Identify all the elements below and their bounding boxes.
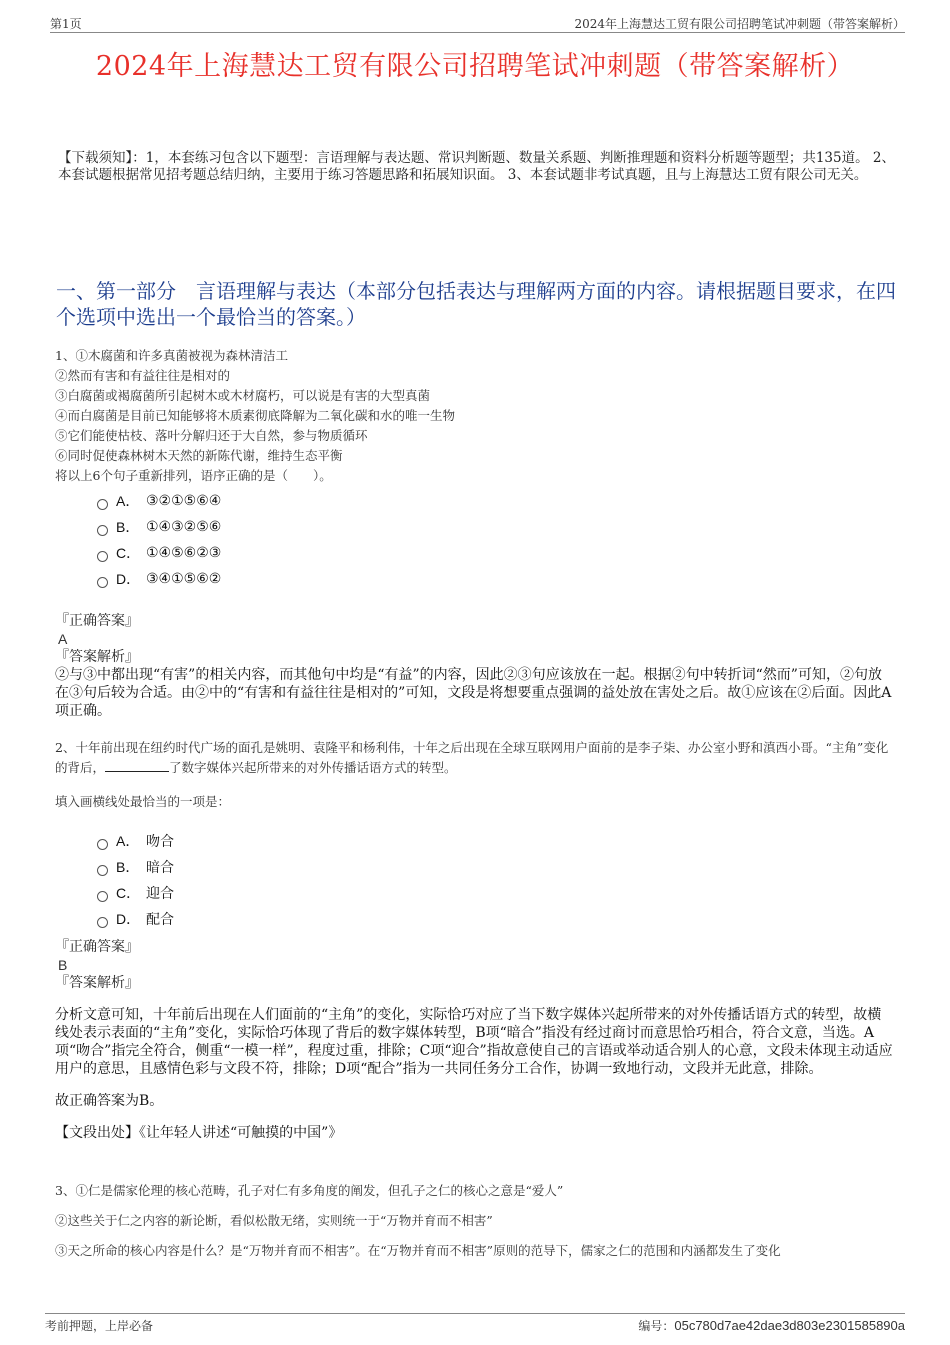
q2-prompt: 填入画横线处最恰当的一项是： xyxy=(55,794,231,809)
q1-answer: A xyxy=(58,631,68,647)
q1-line: ②然而有害和有益往往是相对的 xyxy=(55,368,231,383)
radio-icon[interactable] xyxy=(97,525,108,536)
radio-icon[interactable] xyxy=(97,891,108,902)
q2-option-c[interactable]: C． 迎合 xyxy=(97,880,895,906)
radio-icon[interactable] xyxy=(97,917,108,928)
q1-line: ⑤它们能使枯枝、落叶分解归还于大自然，参与物质循环 xyxy=(55,428,368,443)
q1-option-c[interactable]: C． ①④⑤⑥②③ xyxy=(97,540,895,566)
q2-option-b[interactable]: B． 暗合 xyxy=(97,854,895,880)
q2-analysis: 分析文意可知，十年前后出现在人们面前的“主角”的变化，实际恰巧对应了当下数字媒体兴起所带来的对外传播话语方式的转型，故横线处表示表面的“主角”变化，实际恰巧体现了背后的数字媒体转型，B项“暗合”指没有经过商讨而意思恰巧相合，符合文意，当选。A项“吻合”指完全符合，侧重“一模一样”，程度过重，排除；C项“迎合”指故意使自己的言语或举动适合别人的心意，文段未体现主动适应用户的意思，且感情色彩与文段不符，排除；D项“配合”指为一共同任务分工合作，协调一致地行动，文段并无此意，排除。 xyxy=(55,1007,893,1077)
q1-option-d[interactable]: D． ③④①⑤⑥② xyxy=(97,566,895,592)
q1-line: ④而白腐菌是目前已知能够将木质素彻底降解为二氧化碳和水的唯一生物 xyxy=(55,408,456,423)
q1-line: ⑥同时促使森林树木天然的新陈代谢，维持生态平衡 xyxy=(55,448,343,463)
radio-icon[interactable] xyxy=(97,551,108,562)
q1-prompt: 将以上6个句子重新排列，语序正确的是（ ）。 xyxy=(55,468,332,483)
question-2 xyxy=(55,738,895,1142)
fill-blank xyxy=(105,759,169,772)
download-notice: 【下载须知】：1，本套练习包含以下题型：言语理解与表达题、常识判断题、数量关系题、判断推理题和资料分析题等题型；共135道。 2、本套试题根据常见招考题总结归纳，主要用于练习答题思路和拓展知识面。 3、本套试题非考试真题，且与上海慧达工贸有限公司无关。 xyxy=(58,150,895,183)
document-code: 05c780d7ae42dae3d803e2301585890a xyxy=(674,1318,905,1333)
footer-code-wrap: 编号：05c780d7ae42dae3d803e2301585890a xyxy=(638,1318,905,1333)
q2-answer-label: 『正确答案』 xyxy=(55,939,139,955)
q2-option-a[interactable]: A． 吻合 xyxy=(97,828,895,854)
radio-icon[interactable] xyxy=(97,577,108,588)
q1-answer-label: 『正确答案』 xyxy=(55,613,139,629)
q1-option-a[interactable]: A． ③②①⑤⑥④ xyxy=(97,488,895,514)
q1-analysis: ②与③中都出现“有害”的相关内容，而其他句中均是“有益”的内容，因此②③句应该放在一起。根据②句中转折词“然而”可知，②句放在③句后较为合适。由②中的“有害和有益往往是相对的”可知，文段是将想要重点强调的益处放在害处之后。故①应该在②后面。因此A项正确。 xyxy=(55,667,892,719)
q3-line: 3、①仁是儒家伦理的核心范畴，孔子对仁有多角度的阐发，但孔子之仁的核心之意是“爱人” xyxy=(55,1183,564,1198)
page-header xyxy=(50,14,905,33)
page-title: 2024年上海慧达工贸有限公司招聘笔试冲刺题（带答案解析） xyxy=(95,51,855,82)
q1-line: 1、①木腐菌和许多真菌被视为森林清洁工 xyxy=(55,348,288,363)
header-doc-title: 2024年上海慧达工贸有限公司招聘笔试冲刺题（带答案解析） xyxy=(574,16,905,31)
q1-analysis-label: 『答案解析』 xyxy=(55,649,139,665)
q2-source: 【文段出处】《让年轻人讲述“可触摸的中国”》 xyxy=(55,1125,343,1141)
question-1 xyxy=(55,346,895,720)
page-number: 第1页 xyxy=(50,16,82,31)
page-footer xyxy=(45,1313,905,1334)
q3-line: ②这些关于仁之内容的新论断，看似松散无绪，实则统一于“万物并育而不相害” xyxy=(55,1213,493,1228)
q1-options xyxy=(97,488,895,592)
q2-conclusion: 故正确答案为B。 xyxy=(55,1093,164,1109)
q2-options xyxy=(97,828,895,932)
radio-icon[interactable] xyxy=(97,865,108,876)
radio-icon[interactable] xyxy=(97,839,108,850)
q1-option-b[interactable]: B． ①④③②⑤⑥ xyxy=(97,514,895,540)
question-3 xyxy=(55,1181,895,1261)
q2-option-d[interactable]: D． 配合 xyxy=(97,906,895,932)
q2-analysis-label: 『答案解析』 xyxy=(55,975,139,991)
q3-line: ③天之所命的核心内容是什么？是“万物并育而不相害”。在“万物并育而不相害”原则的范导下，儒家之仁的范围和内涵都发生了变化 xyxy=(55,1243,781,1258)
radio-icon[interactable] xyxy=(97,499,108,510)
section-title: 一、第一部分 言语理解与表达（本部分包括表达与理解两方面的内容。请根据题目要求，在四个选项中选出一个最恰当的答案。） xyxy=(56,279,896,329)
q2-stem: 2、十年前出现在纽约时代广场的面孔是姚明、袁隆平和杨利伟，十年之后出现在全球互联网用户面前的是李子柒、办公室小野和滇西小哥。“主角”变化的背后， 了数字媒体兴起所带来的对外传播话语方式的转型。 xyxy=(55,740,889,775)
q2-answer: B xyxy=(58,957,68,973)
footer-slogan: 考前押题，上岸必备 xyxy=(45,1319,154,1333)
q1-line: ③白腐菌或褐腐菌所引起树木或木材腐朽，可以说是有害的大型真菌 xyxy=(55,388,431,403)
